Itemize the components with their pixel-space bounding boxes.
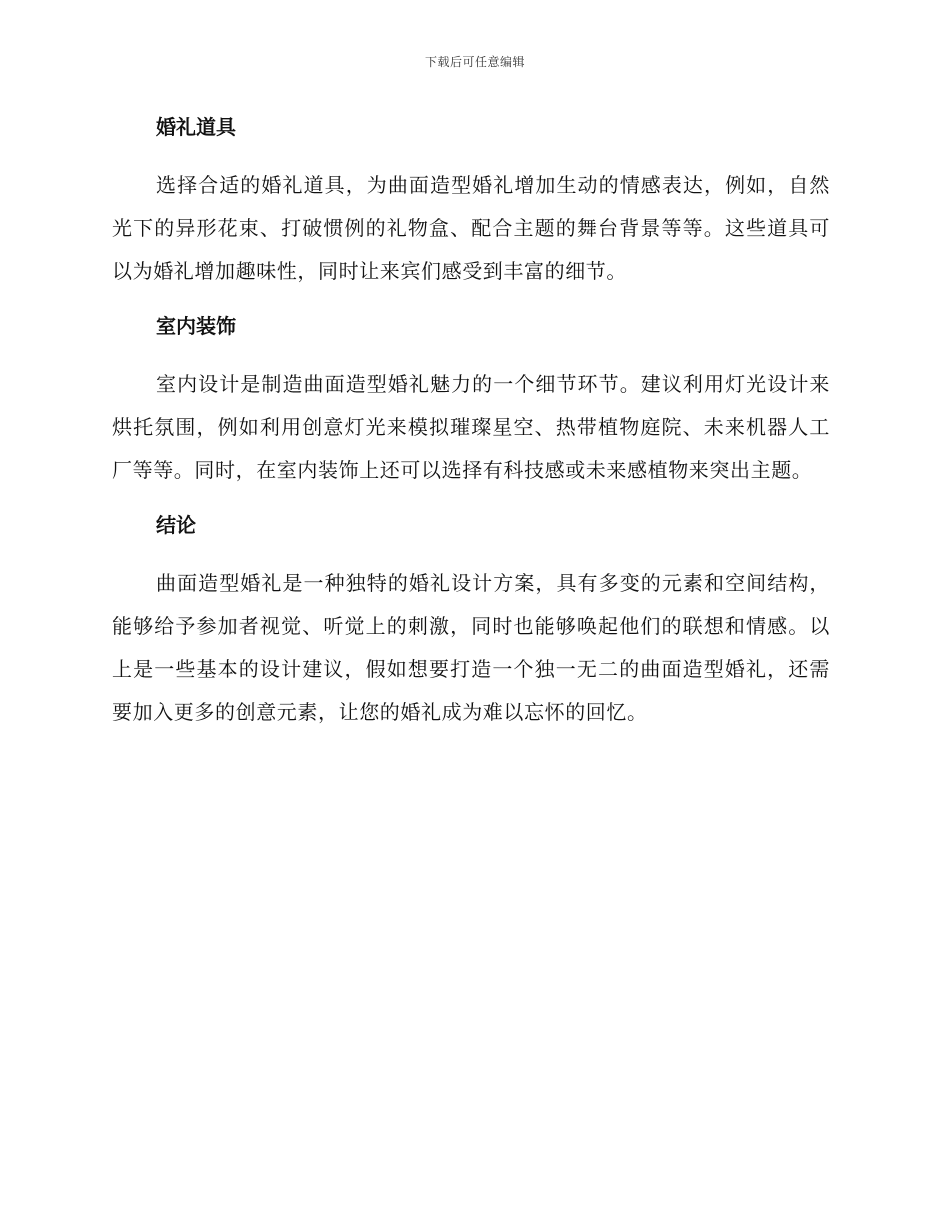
page-header: 下载后可任意编辑 <box>424 55 525 69</box>
section-heading-props: 婚礼道具 <box>156 115 236 139</box>
spacer <box>112 293 830 307</box>
section-paragraph-conclusion: 曲面造型婚礼是一种独特的婚礼设计方案，具有多变的元素和空间结构，能够给予参加者视觉、听觉上的刺激，同时也能够唤起他们的联想和情感。以上是一些基本的设计建议，假如想要打造一个独一无二的曲面造型婚礼，还需要加入更多的创意元素，让您的婚礼成为难以忘怀的回忆。 <box>112 571 830 724</box>
section-heading-interior: 室内装饰 <box>156 314 236 338</box>
spacer <box>112 146 830 164</box>
spacer <box>112 345 830 363</box>
section-paragraph-interior: 室内设计是制造曲面造型婚礼魅力的一个细节环节。建议利用灯光设计来烘托氛围，例如利用创意灯光来模拟璀璨星空、热带植物庭院、未来机器人工厂等等。同时，在室内装饰上还可以选择有科技感或未来感植物来突出主题。 <box>112 372 830 482</box>
spacer <box>112 544 830 562</box>
spacer <box>112 492 830 506</box>
section-paragraph-props: 选择合适的婚礼道具，为曲面造型婚礼增加生动的情感表达，例如，自然光下的异形花束、打破惯例的礼物盒、配合主题的舞台背景等等。这些道具可以为婚礼增加趣味性，同时让来宾们感受到丰富的细节。 <box>112 173 830 283</box>
section-heading-conclusion: 结论 <box>156 513 196 537</box>
document-body <box>112 108 830 734</box>
